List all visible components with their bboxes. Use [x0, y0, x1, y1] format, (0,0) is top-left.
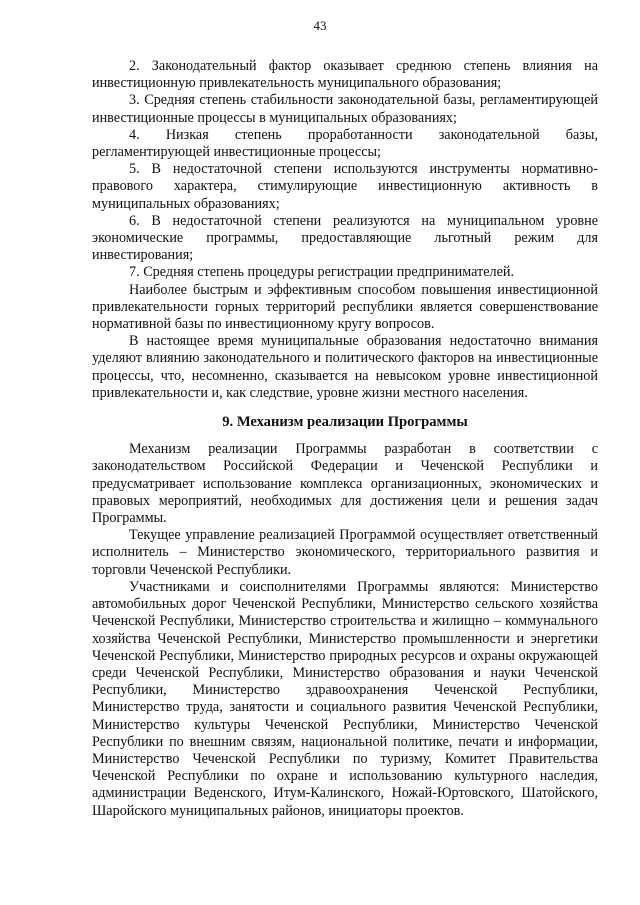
page-number: 43 — [313, 18, 327, 33]
section-heading: 9. Механизм реализации Программы — [222, 414, 468, 431]
body-paragraph: Наиболее быстрым и эффективным способом повышения инвестиционной привлекательности горных территорий республики является совершенствование нормативной базы по инвестиционному кругу вопросов. — [92, 281, 598, 333]
list-item-5: 5. В недостаточной степени используются инструменты нормативно-правового характера, стимулирующие инвестиционную активность в муниципальных образованиях; — [92, 161, 598, 212]
body-paragraph: Текущее управление реализацией Программой осуществляет ответственный исполнитель – Министерство экономического, территориального развития и торговли Чеченской Республики. — [92, 527, 598, 578]
list-item-2: 2. Законодательный фактор оказывает среднюю степень влияния на инвестиционную привлекательность муниципального образования; — [92, 58, 598, 92]
document-body — [92, 58, 598, 820]
body-paragraph: Участниками и соисполнителями Программы являются: Министерство автомобильных дорог Чеченской Республики, Министерство сельского хозяйства Чеченской Республики, Министерство строительства и жилищно – коммунального хозяйства Чеченской Республики, Министерство промышленности и энергетики Чеченской Республики, Министерство природных ресурсов и охраны окружающей среди Чеченской Республики, Министерство образования и науки Чеченской Республики, Министерство здравоохранения Чеченской Республики, Министерство труда, занятости и социального развития Чеченской Республики, Министерство культуры Чеченской Республики, Министерство Чеченской Республики по внешним связям, национальной политике, печати и информации, Министерство Чеченской Республики по туризму, Комитет Правительства Чеченской Республики по охране и использованию культурного наследия, администрации Веденского, Итум-Калинского, Ножай-Юртовского, Шатойского, Шаройского муниципальных районов, инициаторы проектов. — [92, 578, 598, 819]
body-paragraph: Механизм реализации Программы разработан в соответствии с законодательством Российской Федерации и Чеченской Республики и предусматривает использование комплекса организационных, экономических и правовых мероприятий, необходимых для достижения цели и решения задач Программы. — [92, 441, 598, 527]
body-paragraph: В настоящее время муниципальные образования недостаточно внимания уделяют влиянию законодательного и политического факторов на инвестиционные процессы, что, несомненно, сказывается на невысоком уровне инвестиционной привлекательности и, как следствие, уровне жизни местного населения. — [92, 333, 598, 401]
list-item-7: 7. Средняя степень процедуры регистрации предпринимателей. — [129, 264, 515, 281]
list-item-4: 4. Низкая степень проработанности законодательной базы, регламентирующей инвестиционные процессы; — [92, 126, 598, 161]
list-item-3: 3. Средняя степень стабильности законодательной базы, регламентирующей инвестиционные процессы в муниципальных образованиях; — [92, 92, 598, 126]
list-item-6: 6. В недостаточной степени реализуются на муниципальном уровне экономические программы, предоставляющие льготный режим для инвестирования; — [92, 212, 598, 264]
